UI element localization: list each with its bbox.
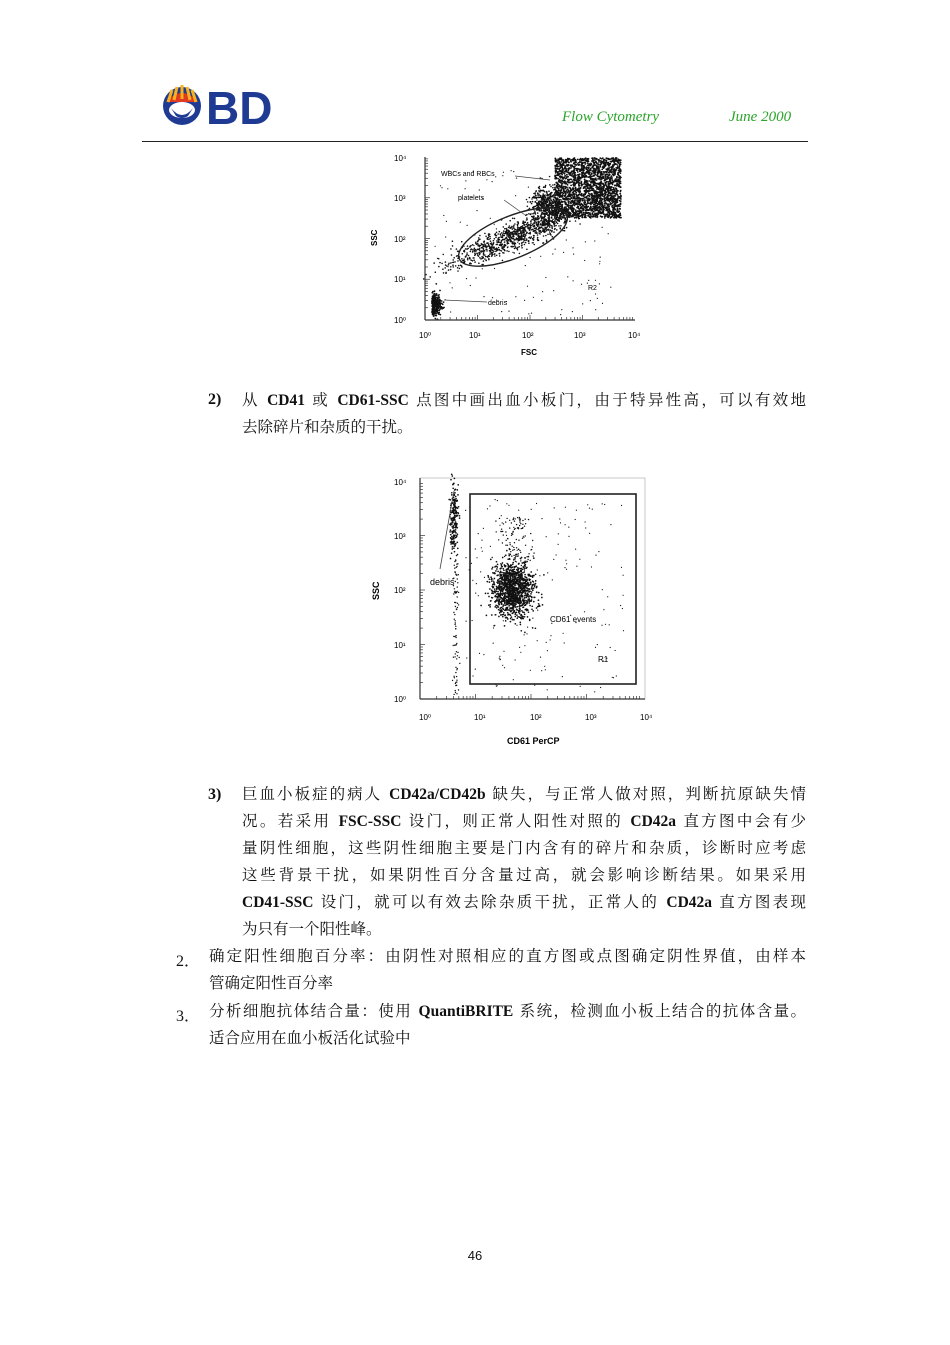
- y-tick-label: 10²: [394, 235, 406, 244]
- section-2-line: 确定阳性细胞百分率：由阴性对照相应的直方图或点图确定阴性界值，由样本: [209, 947, 806, 965]
- x-tick-label: 10²: [530, 713, 542, 722]
- item-number: 3): [208, 786, 222, 803]
- y-tick-label: 10³: [394, 194, 406, 203]
- y-tick-label: 10¹: [394, 641, 406, 650]
- item-3-line: 况。若采用 FSC-SSC 设门，则正常人阳性对照的 CD42a 直方图中会有少: [242, 812, 806, 830]
- item-3-paragraph: [242, 781, 806, 943]
- y-axis-label: SSC: [370, 229, 379, 246]
- y-tick-label: 10⁰: [394, 695, 407, 704]
- y-tick-label: 10¹: [394, 275, 406, 284]
- bd-logo-text: BD: [206, 82, 273, 130]
- cd61-events-label: CD61 events: [550, 615, 597, 624]
- y-tick-label: 10³: [394, 532, 406, 541]
- x-axis-label: FSC: [521, 348, 537, 357]
- item-2-paragraph: [242, 387, 806, 441]
- section-number: 2．: [176, 953, 201, 970]
- debris-leader-line: [444, 300, 487, 302]
- section-3-paragraph: [209, 998, 806, 1052]
- y-tick-label: 10⁰: [394, 316, 407, 325]
- x-tick-label: 10³: [585, 713, 597, 722]
- fsc-ssc-dot-plot: [360, 150, 660, 365]
- x-tick-label: 10⁰: [419, 713, 432, 722]
- section-2-line: 管确定阳性百分率: [209, 974, 334, 992]
- x-tick-label: 10¹: [469, 331, 481, 340]
- y-tick-label: 10²: [394, 586, 406, 595]
- item-3-line: 这些背景干扰，如果阴性百分含量过高，就会影响诊断结果。如果采用: [242, 866, 806, 884]
- debris-label: debris: [488, 300, 508, 307]
- header-rule: [142, 141, 808, 142]
- item-3-line: CD41-SSC 设门，就可以有效去除杂质干扰，正常人的 CD42a 直方图表现: [242, 893, 806, 911]
- x-axis-label: CD61 PerCP: [507, 736, 560, 746]
- item-3-line: 量阴性细胞，这些阴性细胞主要是门内含有的碎片和杂质，诊断时应考虑: [242, 839, 806, 857]
- item-2-line: 从 CD41 或 CD61-SSC 点图中画出血小板门，由于特异性高，可以有效地: [242, 391, 806, 409]
- section-2-paragraph: [209, 943, 806, 997]
- x-tick-label: 10⁴: [640, 713, 653, 722]
- item-number: 2): [208, 391, 222, 408]
- region-r1-label: R1: [598, 655, 609, 664]
- header-date: June 2000: [729, 109, 792, 125]
- debris-leader-line: [440, 491, 454, 569]
- page-number: 46: [467, 1248, 483, 1263]
- wbc-rbc-label: WBCs and RBCs: [441, 171, 495, 178]
- x-tick-label: 10⁰: [419, 331, 432, 340]
- cd61-ssc-dot-plot: [360, 472, 660, 757]
- section-3-line: 适合应用在血小板活化试验中: [209, 1029, 411, 1047]
- platelets-leader-line: [504, 200, 525, 215]
- y-tick-label: 10⁴: [394, 154, 407, 163]
- x-tick-label: 10¹: [474, 713, 486, 722]
- bd-sunburst-icon: [163, 85, 201, 125]
- header-title: Flow Cytometry: [562, 109, 660, 125]
- y-tick-label: 10⁴: [394, 478, 407, 487]
- platelets-label: platelets: [458, 195, 485, 202]
- wbc-leader-line: [515, 176, 550, 180]
- x-tick-label: 10³: [574, 331, 586, 340]
- section-number: 3．: [176, 1008, 201, 1025]
- debris-label: debris: [430, 577, 455, 587]
- section-3-line: 分析细胞抗体结合量：使用 QuantiBRITE 系统，检测血小板上结合的抗体含量。: [209, 1002, 806, 1020]
- y-axis-label: SSC: [371, 581, 381, 600]
- x-tick-label: 10⁴: [628, 331, 641, 340]
- bd-logo: [158, 78, 278, 130]
- item-2-line: 去除碎片和杂质的干扰。: [242, 418, 413, 436]
- item-3-line: 为只有一个阳性峰。: [242, 920, 382, 938]
- fsc-ssc-events: [423, 157, 622, 320]
- region-r2-label: R2: [588, 285, 597, 292]
- x-tick-label: 10²: [522, 331, 534, 340]
- item-3-line: 巨血小板症的病人 CD42a/CD42b 缺失，与正常人做对照，判断抗原缺失情: [242, 785, 806, 803]
